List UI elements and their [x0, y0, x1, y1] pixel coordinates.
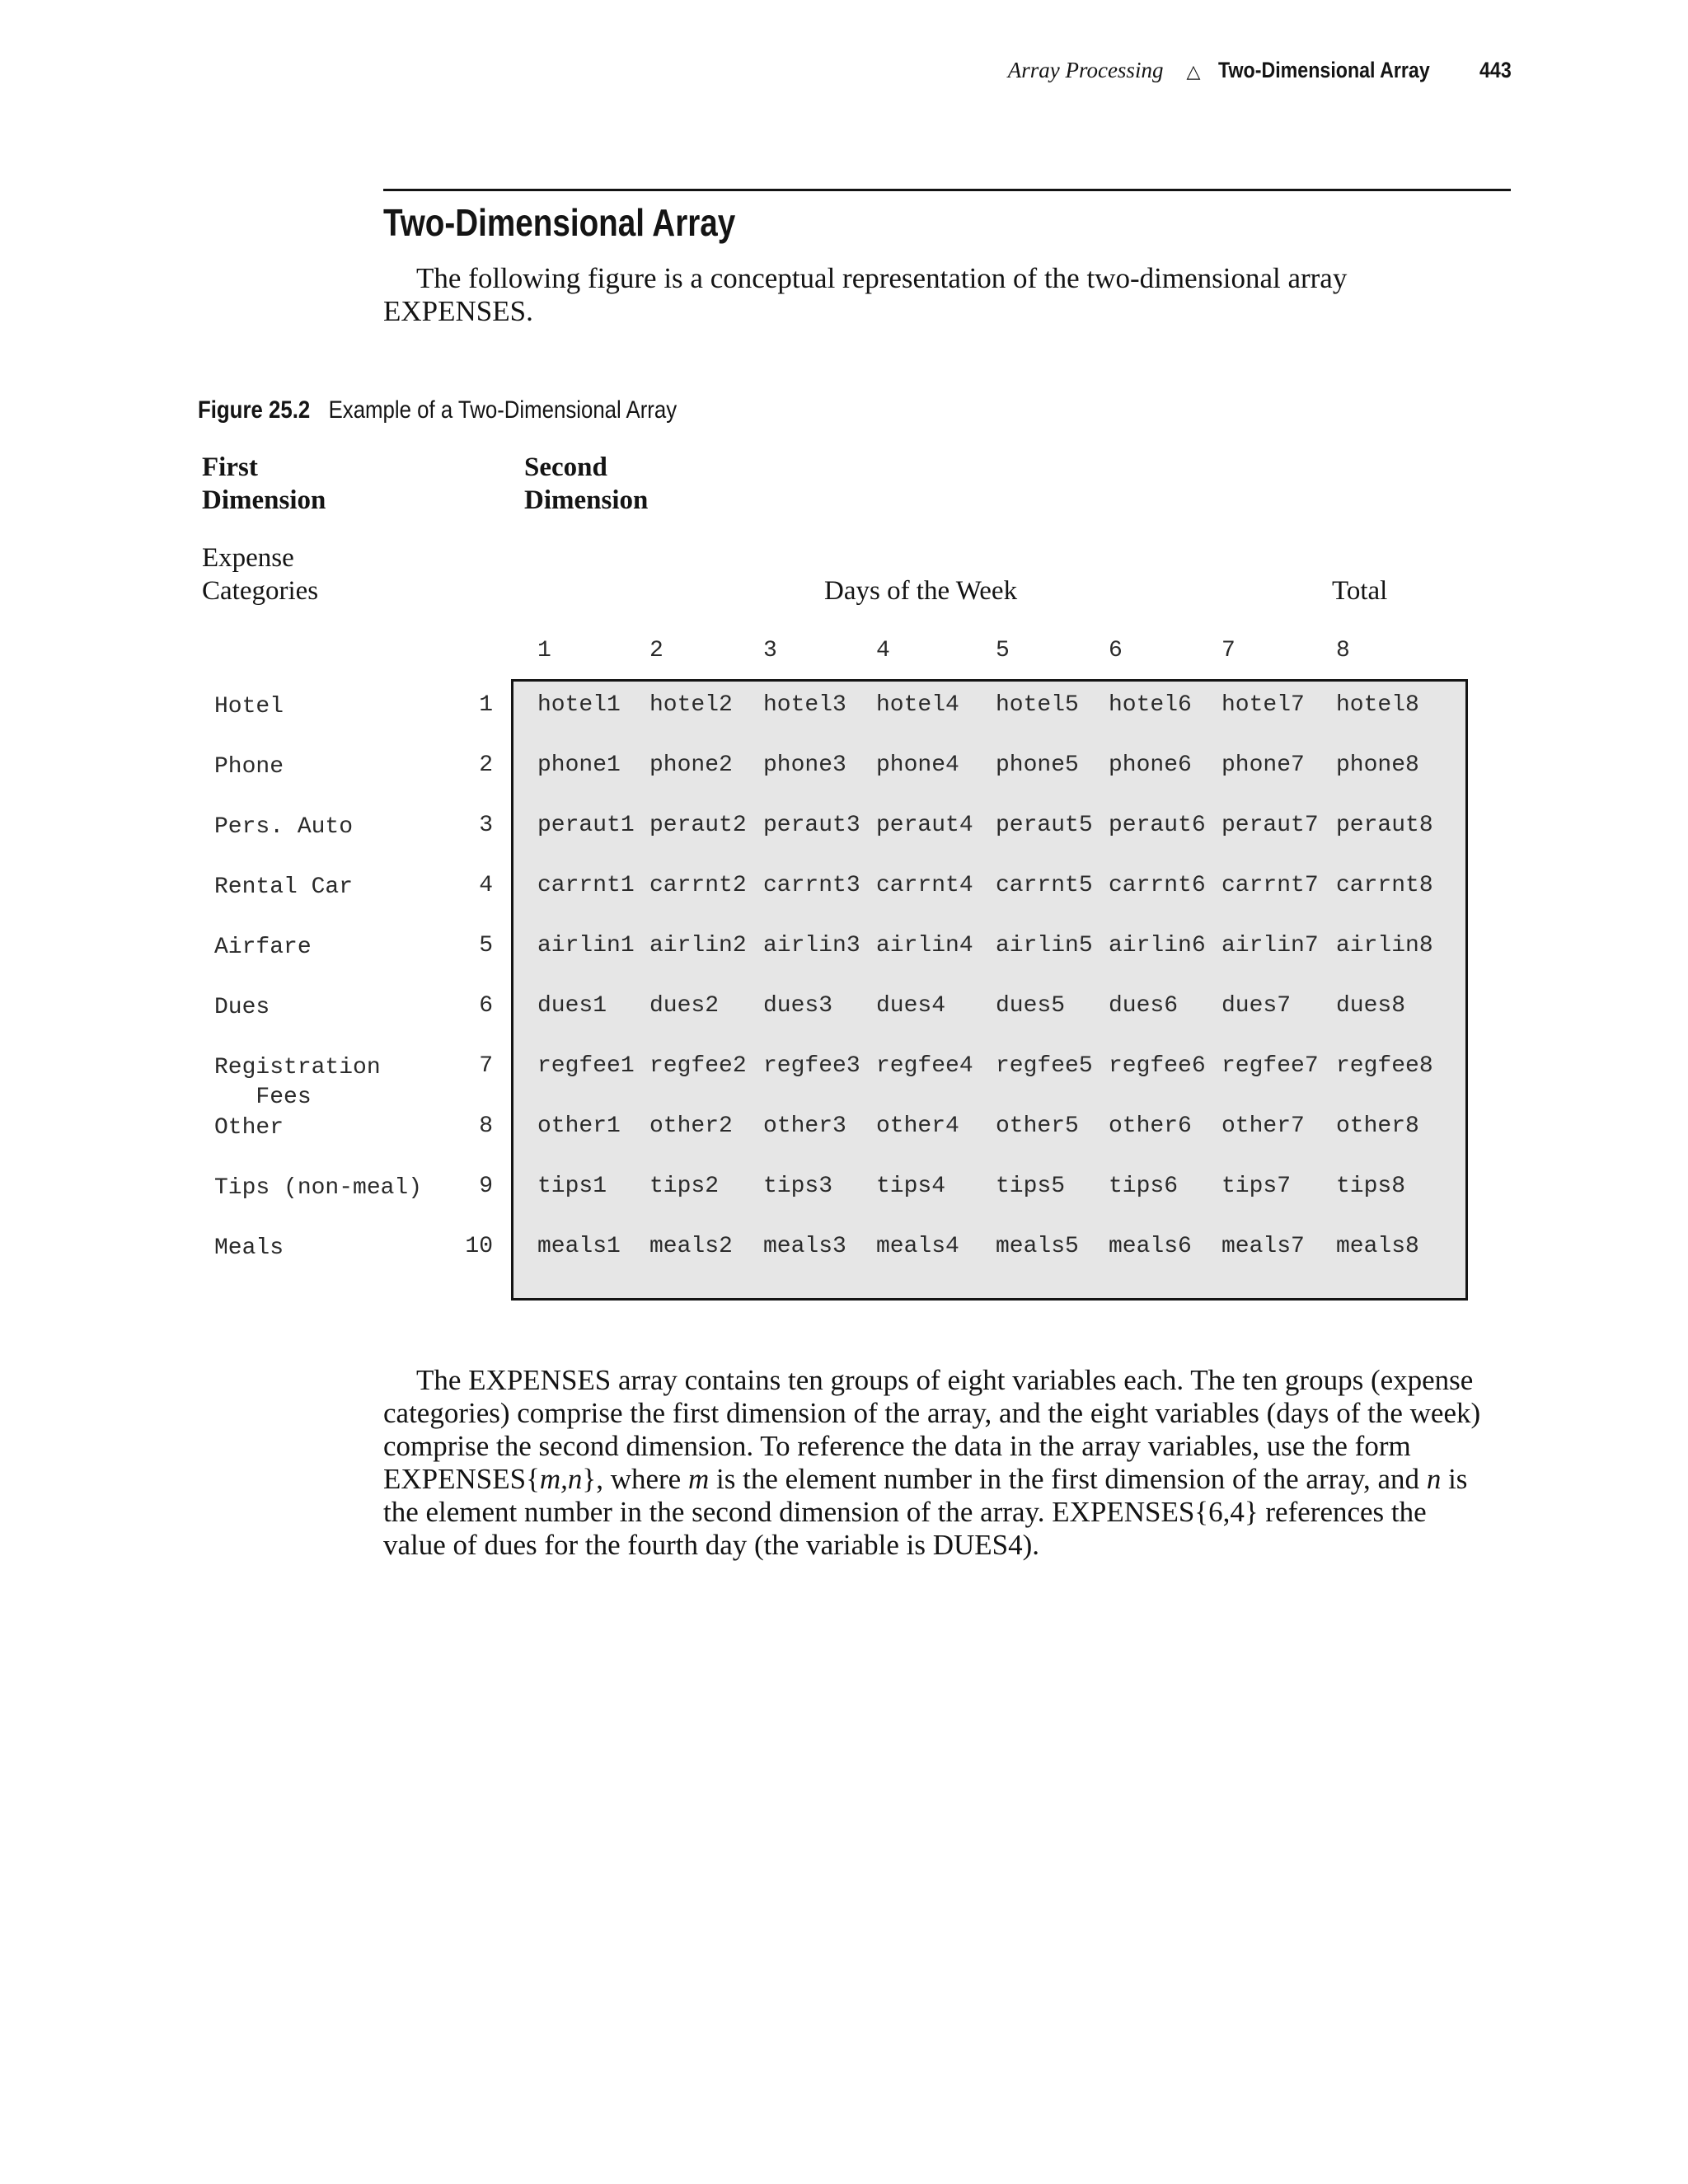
array-cell: airlin7 — [1221, 933, 1319, 958]
array-cell: other6 — [1109, 1113, 1192, 1139]
array-cell: hotel5 — [996, 692, 1079, 718]
array-cell: meals6 — [1109, 1234, 1192, 1259]
running-header — [1008, 58, 1517, 83]
array-cell: hotel6 — [1109, 692, 1192, 718]
array-cell: dues1 — [537, 993, 607, 1019]
array-cell: regfee5 — [996, 1053, 1093, 1079]
array-cell: meals8 — [1336, 1234, 1419, 1259]
second-dimension-heading — [524, 451, 648, 517]
array-cell: hotel3 — [763, 692, 846, 718]
closing-paragraph-text — [383, 1364, 1494, 1562]
first-dimension-heading — [202, 451, 326, 517]
figure-number: Figure 25.2 — [198, 396, 311, 424]
array-cell: dues8 — [1336, 993, 1406, 1019]
row-label: Pers. Auto — [214, 814, 354, 840]
array-cell: airlin4 — [876, 933, 973, 958]
array-cell: phone3 — [763, 752, 846, 778]
variable-n-ref: n — [1426, 1463, 1442, 1495]
array-cell: meals5 — [996, 1234, 1079, 1259]
array-cell: hotel2 — [649, 692, 733, 718]
array-cell: peraut6 — [1109, 813, 1206, 838]
array-cell: hotel4 — [876, 692, 959, 718]
row-index: 2 — [479, 752, 493, 778]
array-cell: dues4 — [876, 993, 946, 1019]
array-cell: phone1 — [537, 752, 621, 778]
array-cell: peraut8 — [1336, 813, 1433, 838]
array-cell: phone7 — [1221, 752, 1305, 778]
row-label: Rental Car — [214, 874, 354, 900]
array-cell: carrnt6 — [1109, 873, 1206, 898]
array-cell: other8 — [1336, 1113, 1419, 1139]
row-index: 7 — [479, 1053, 493, 1079]
array-cell: hotel8 — [1336, 692, 1419, 718]
array-cell: phone5 — [996, 752, 1079, 778]
row-label: Registration Fees — [214, 1055, 381, 1110]
array-cell: phone2 — [649, 752, 733, 778]
array-cell: dues3 — [763, 993, 833, 1019]
row-index: 5 — [479, 933, 493, 958]
array-cell: airlin2 — [649, 933, 747, 958]
array-cell: peraut2 — [649, 813, 747, 838]
array-cell: meals2 — [649, 1234, 733, 1259]
intro-paragraph-text: The following figure is a conceptual representation of the two-dimensional array EXPENSES. — [383, 262, 1348, 327]
array-cell: regfee6 — [1109, 1053, 1206, 1079]
array-cell: tips1 — [537, 1174, 607, 1199]
array-cell: dues6 — [1109, 993, 1179, 1019]
closing-text-part3: is the element number in the first dimension of the array, and — [709, 1463, 1427, 1495]
row-label: Dues — [214, 995, 270, 1020]
array-cell: carrnt8 — [1336, 873, 1433, 898]
row-index: 1 — [479, 692, 493, 718]
array-cell: tips4 — [876, 1174, 946, 1199]
section-title: Two-Dimensional Array — [383, 201, 736, 244]
array-cell: peraut1 — [537, 813, 635, 838]
column-number: 8 — [1336, 638, 1350, 663]
comma: , — [560, 1463, 568, 1495]
column-number: 5 — [996, 638, 1010, 663]
row-index: 4 — [479, 873, 493, 898]
column-number: 1 — [537, 638, 551, 663]
array-cell: airlin5 — [996, 933, 1093, 958]
array-cell: other4 — [876, 1113, 959, 1139]
days-of-week-label: Days of the Week — [824, 576, 1018, 606]
array-cell: regfee2 — [649, 1053, 747, 1079]
array-cell: regfee7 — [1221, 1053, 1319, 1079]
column-number: 6 — [1109, 638, 1123, 663]
array-cell: airlin3 — [763, 933, 860, 958]
array-cell: dues2 — [649, 993, 720, 1019]
closing-text-part2: }, where — [582, 1463, 688, 1495]
variable-n: n — [567, 1463, 583, 1495]
array-cell: meals3 — [763, 1234, 846, 1259]
array-cell: meals1 — [537, 1234, 621, 1259]
array-cell: phone6 — [1109, 752, 1192, 778]
array-cell: tips3 — [763, 1174, 833, 1199]
array-cell: other3 — [763, 1113, 846, 1139]
running-header-section: Two-Dimensional Array — [1218, 58, 1431, 82]
total-label: Total — [1332, 576, 1388, 606]
column-number: 2 — [649, 638, 663, 663]
array-cell: airlin6 — [1109, 933, 1206, 958]
array-cell: tips2 — [649, 1174, 720, 1199]
second-dimension-line2: Dimension — [524, 485, 649, 515]
row-label: Airfare — [214, 935, 312, 960]
array-cell: other2 — [649, 1113, 733, 1139]
array-cell: other5 — [996, 1113, 1079, 1139]
array-cell: other1 — [537, 1113, 621, 1139]
row-label: Other — [214, 1115, 284, 1141]
first-dimension-line2: Dimension — [202, 485, 326, 515]
array-cell: meals7 — [1221, 1234, 1305, 1259]
array-cell: carrnt2 — [649, 873, 747, 898]
section-rule — [383, 189, 1511, 191]
triangle-icon: △ — [1186, 62, 1201, 82]
expense-categories-label — [202, 541, 318, 607]
row-index: 10 — [465, 1234, 493, 1259]
array-cell: tips7 — [1221, 1174, 1292, 1199]
expense-line2: Categories — [202, 576, 319, 606]
array-cell: carrnt3 — [763, 873, 860, 898]
array-cell: regfee8 — [1336, 1053, 1433, 1079]
running-header-chapter: Array Processing — [1007, 58, 1164, 82]
row-label: Meals — [214, 1235, 284, 1261]
row-index: 9 — [479, 1174, 493, 1199]
array-cell: peraut5 — [996, 813, 1093, 838]
closing-text-part1: The EXPENSES array contains ten groups of eight variables each. The ten groups (expense categories) comprise the first dimension of the array, and the eight variables (days of the week) comprise the second dimension. To reference the data in the array variables, use the form EXPENSES{ — [383, 1364, 1481, 1495]
array-cell: other7 — [1221, 1113, 1305, 1139]
column-number: 3 — [763, 638, 777, 663]
closing-text-part4: is the element number in the second dimension of the array. EXPENSES{6,4} references the value of dues for the fourth day (the variable is DUES4). — [383, 1463, 1468, 1561]
expense-line1: Expense — [202, 543, 294, 573]
array-cell: phone8 — [1336, 752, 1419, 778]
row-label: Tips (non-meal) — [214, 1175, 423, 1201]
intro-paragraph — [383, 262, 1492, 328]
figure-caption — [198, 396, 677, 424]
row-label: Phone — [214, 754, 284, 780]
array-cell: regfee4 — [876, 1053, 973, 1079]
column-number: 7 — [1221, 638, 1236, 663]
first-dimension-line1: First — [202, 452, 258, 482]
row-index: 6 — [479, 993, 493, 1019]
row-index: 8 — [479, 1113, 493, 1139]
array-cell: carrnt4 — [876, 873, 973, 898]
second-dimension-line1: Second — [524, 452, 607, 482]
array-cell: tips5 — [996, 1174, 1066, 1199]
figure-title: Example of a Two-Dimensional Array — [328, 396, 678, 424]
variable-m-ref: m — [687, 1463, 710, 1495]
row-label: Hotel — [214, 694, 284, 719]
array-cell: airlin1 — [537, 933, 635, 958]
array-cell: tips8 — [1336, 1174, 1406, 1199]
array-cell: hotel1 — [537, 692, 621, 718]
page-number: 443 — [1479, 58, 1512, 82]
array-cell: carrnt7 — [1221, 873, 1319, 898]
array-cell: carrnt5 — [996, 873, 1093, 898]
array-cell: dues7 — [1221, 993, 1292, 1019]
column-number: 4 — [876, 638, 890, 663]
array-cell: peraut3 — [763, 813, 860, 838]
array-cell: peraut7 — [1221, 813, 1319, 838]
array-cell: peraut4 — [876, 813, 973, 838]
array-cell: carrnt1 — [537, 873, 635, 898]
closing-paragraph — [383, 1364, 1494, 1562]
variable-m: m — [539, 1463, 561, 1495]
array-cell: regfee3 — [763, 1053, 860, 1079]
array-cell: regfee1 — [537, 1053, 635, 1079]
array-cell: meals4 — [876, 1234, 959, 1259]
array-cell: phone4 — [876, 752, 959, 778]
array-cell: tips6 — [1109, 1174, 1179, 1199]
array-cell: hotel7 — [1221, 692, 1305, 718]
array-cell: dues5 — [996, 993, 1066, 1019]
array-cell: airlin8 — [1336, 933, 1433, 958]
row-index: 3 — [479, 813, 493, 838]
